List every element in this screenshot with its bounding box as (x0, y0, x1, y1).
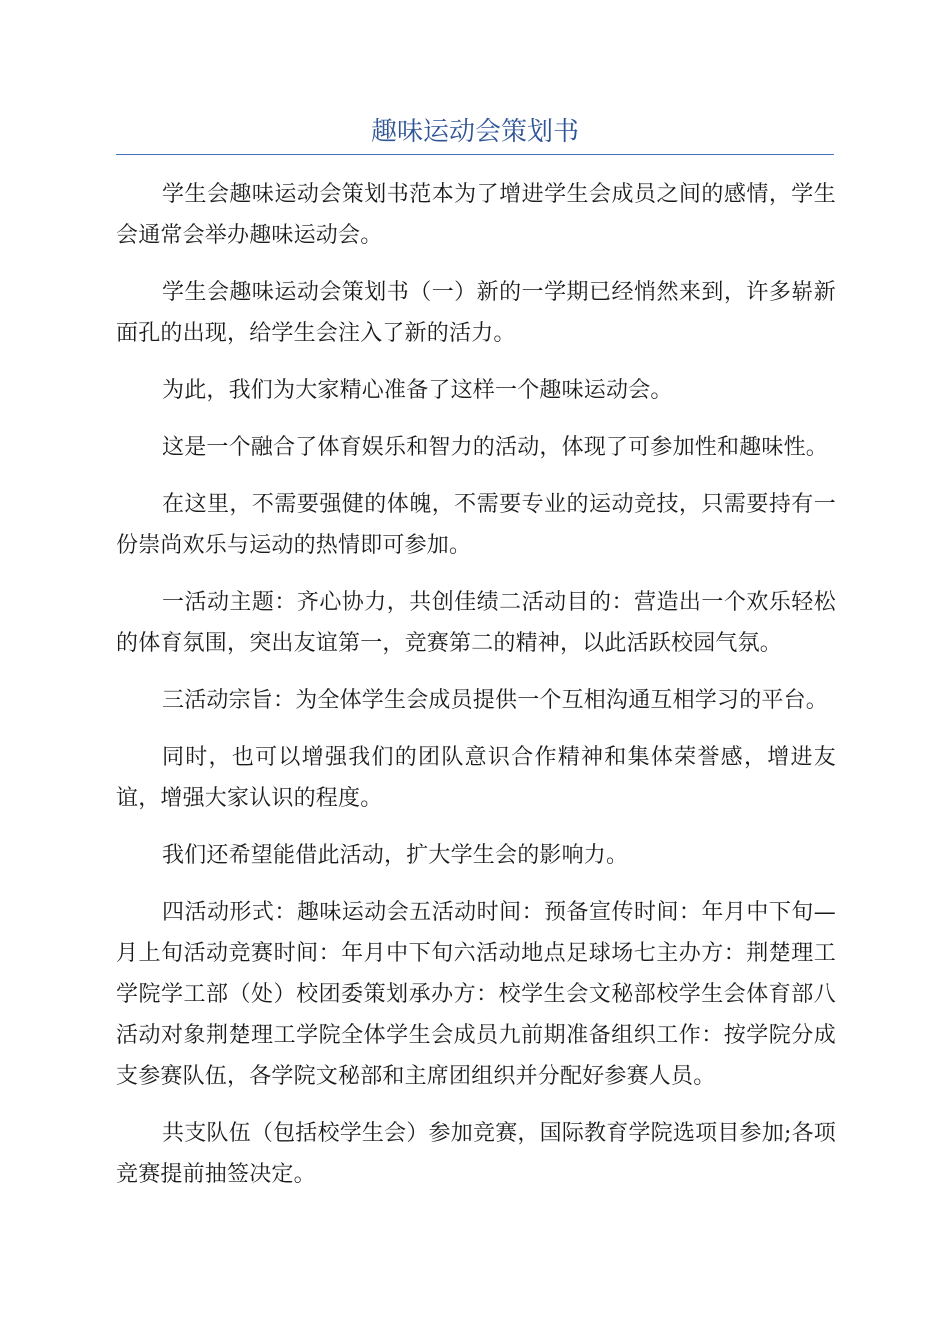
document-body (116, 174, 836, 1211)
paragraph: 共支队伍（包括校学生会）参加竞赛，国际教育学院选项目参加;各项竞赛提前抽签决定。 (116, 1121, 836, 1187)
paragraph: 一活动主题：齐心协力，共创佳绩二活动目的：营造出一个欢乐轻松的体育氛围，突出友谊第一，竞赛第二的精神，以此活跃校园气氛。 (116, 590, 836, 656)
title-underline (116, 154, 834, 155)
paragraph: 学生会趣味运动会策划书（一）新的一学期已经悄然来到，许多崭新面孔的出现，给学生会注入了新的活力。 (116, 280, 836, 346)
paragraph: 在这里，不需要强健的体魄，不需要专业的运动竞技，只需要持有一份崇尚欢乐与运动的热情即可参加。 (116, 492, 836, 558)
paragraph: 为此，我们为大家精心准备了这样一个趣味运动会。 (162, 378, 673, 403)
paragraph: 学生会趣味运动会策划书范本为了增进学生会成员之间的感情，学生会通常会举办趣味运动会。 (116, 182, 836, 248)
paragraph: 同时，也可以增强我们的团队意识合作精神和集体荣誉感，增进友谊，增强大家认识的程度。 (116, 745, 836, 811)
paragraph: 这是一个融合了体育娱乐和智力的活动，体现了可参加性和趣味性。 (162, 435, 829, 460)
paragraph: 四活动形式：趣味运动会五活动时间：预备宣传时间：年月中下旬—月上旬活动竞赛时间：年月中下旬六活动地点足球场七主办方：荆楚理工学院学工部（处）校团委策划承办方：校学生会文秘部校学生会体育部八活动对象荆楚理工学院全体学生会成员九前期准备组织工作：按学院分成支参赛队伍，各学院文秘部和主席团组织并分配好参赛人员。 (116, 900, 836, 1089)
paragraph: 我们还希望能借此活动，扩大学生会的影响力。 (162, 843, 629, 868)
document-title: 趣味运动会策划书 (370, 117, 579, 147)
paragraph: 三活动宗旨：为全体学生会成员提供一个互相沟通互相学习的平台。 (162, 688, 829, 713)
